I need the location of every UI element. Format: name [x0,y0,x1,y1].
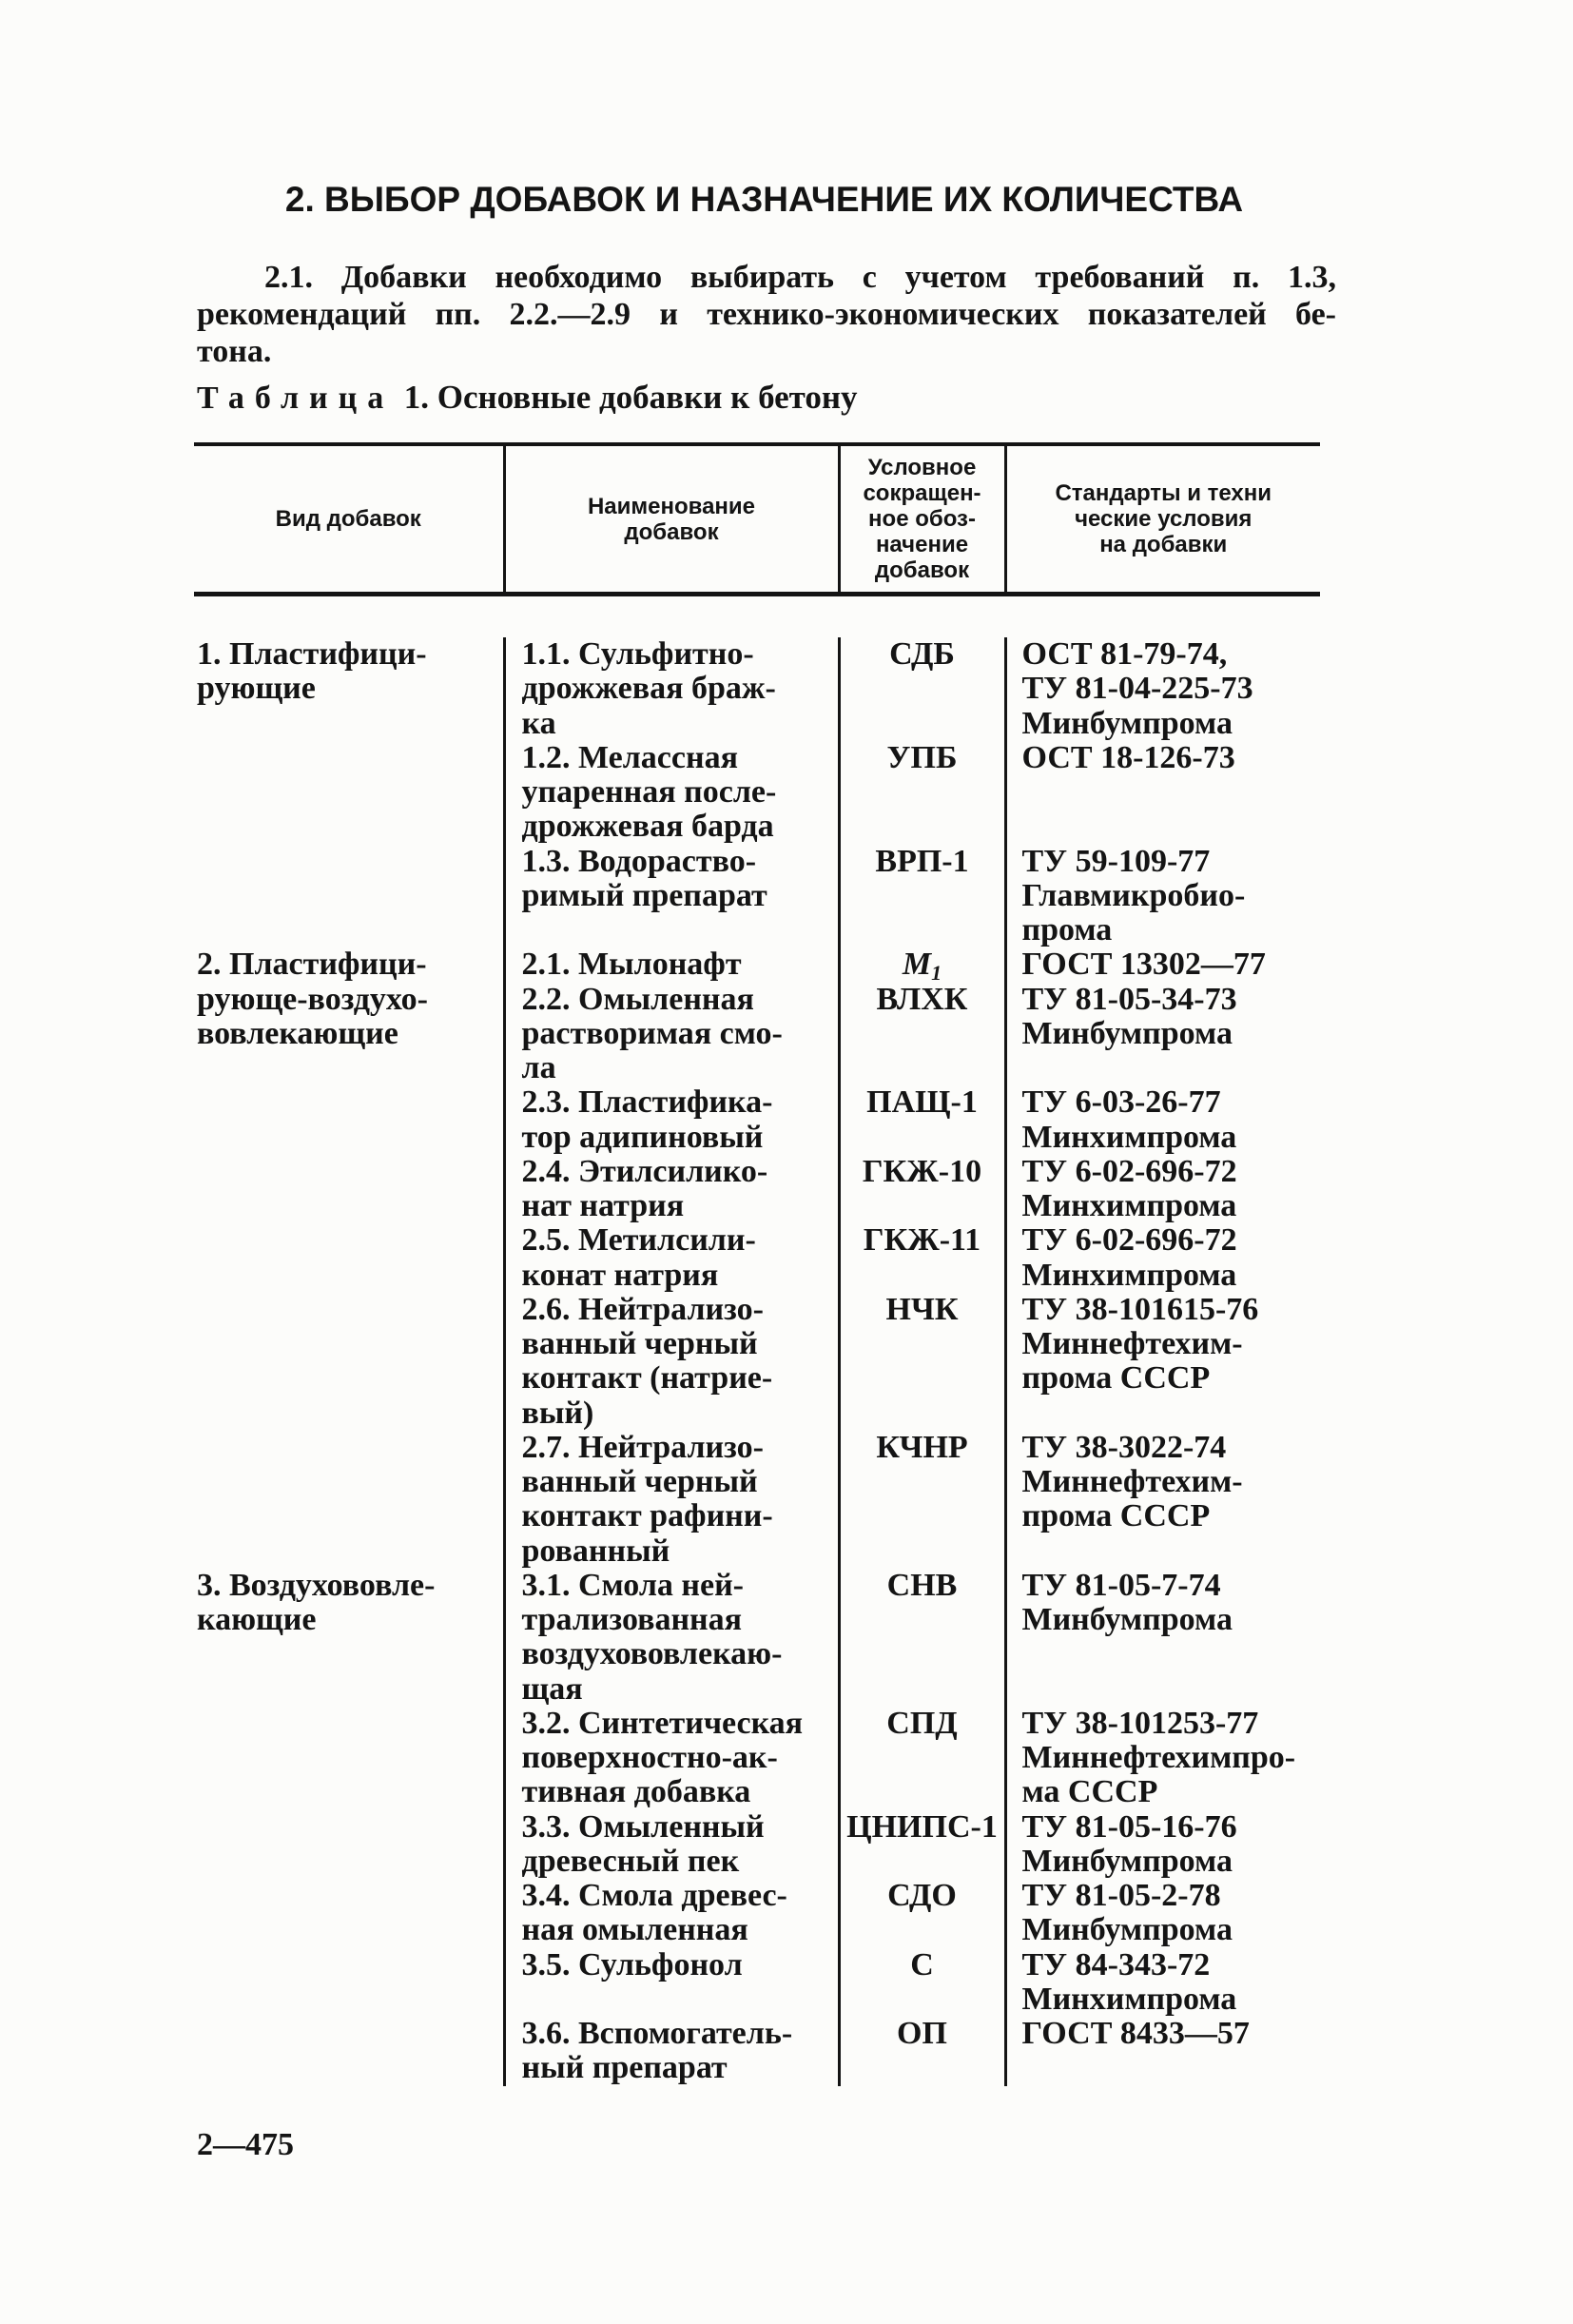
additive-type-cell [194,947,504,1569]
header-line: добавок [874,557,970,583]
standard-line: ТУ 59-109-77 [1021,844,1211,879]
additive-name-line: дрожжевая барда [521,809,774,845]
standard-line: ТУ 81-05-2-78 [1021,1879,1221,1913]
standard-cell [1005,1707,1320,1810]
standard-line: Минбумпрома [1021,1843,1233,1879]
abbreviation-text: ВРП-1 [875,844,969,879]
header-line: Наименование [587,493,756,519]
abbreviation-text: С [910,1947,934,1982]
additive-type-cell [194,637,504,947]
table-caption-label: Таблица [197,381,395,416]
standard-line: Минбумпрома [1021,1912,1233,1948]
abbreviation-cell [839,1879,1005,1948]
standard-cell [1005,1810,1320,1880]
page-number: 2—475 [197,2127,294,2162]
abbreviation-cell [839,947,1005,982]
additive-name-line: 1.1. Сульфитно- [521,637,754,672]
abbreviation [841,1155,1004,1189]
abbreviation-cell [839,2017,1005,2086]
abbreviation [841,637,1004,672]
standard-line: ТУ 6-02-696-72 [1021,1223,1237,1259]
additive-name-cell [504,1293,839,1431]
abbreviation [841,1879,1004,1913]
standard-cell [1005,1155,1320,1224]
additive-name-line: 3.2. Синтетическая [521,1706,804,1741]
header-line: Вид добавок [275,506,421,532]
additive-name-line: 3.5. Сульфонол [521,1947,743,1982]
additive-name-line: 2.6. Нейтрализо- [521,1292,764,1327]
header-standards [1005,444,1320,595]
additive-name-line: контакт рафини- [521,1498,773,1534]
standard-cell [1005,1879,1320,1948]
standard-line: Миннефтехимпро- [1021,1740,1296,1775]
header-additive-type [194,444,504,595]
additive-name-line: 2.3. Пластифика- [521,1085,773,1121]
standard-line: ТУ 38-101615-76 [1021,1292,1259,1327]
additive-name-line: 3.6. Вспомогатель- [521,2017,793,2051]
additive-name-line: рованный [521,1533,670,1569]
standard-line: ТУ 81-05-34-73 [1021,982,1237,1017]
additive-name-line: растворимая смо- [521,1015,783,1051]
additive-name-line: 2.7. Нейтрализо- [521,1430,764,1465]
standard-line: Главмикробио- [1021,877,1246,913]
standard-line: ОСТ 81-79-74, [1021,637,1228,672]
abbreviation-text: СНВ [886,1568,958,1603]
additive-name-line: щая [521,1670,583,1707]
additive-type-cell [194,1569,504,2086]
standard-line: ТУ 6-02-696-72 [1021,1154,1237,1189]
abbreviation-cell [839,845,1005,948]
table-header-body [194,444,1320,595]
standard-line: прома СССР [1021,1498,1211,1534]
header-abbreviation [839,444,1005,595]
standard-line: ТУ 81-05-7-74 [1021,1568,1221,1603]
header-line: Условное [867,455,977,480]
additive-type-line: 1. Пластифици- [197,637,427,672]
abbreviation-cell [839,1810,1005,1880]
standard-line: прома [1021,912,1113,947]
additive-name-line: тор адипиновый [521,1119,764,1155]
standard-line: ТУ 81-05-16-76 [1021,1809,1237,1845]
standard-line: Минхимпрома [1021,1188,1237,1223]
additive-name-line: 3.1. Смола ней- [521,1568,744,1603]
header-line: на добавки [1099,532,1228,557]
standard-line: ТУ 6-03-26-77 [1021,1085,1221,1121]
additive-name-line: 2.2. Омыленная [521,982,754,1017]
additive-type-line: рующие [197,671,316,707]
additive-name-line: ванный черный [521,1464,758,1499]
additive-name-cell [504,637,839,741]
additive-name-cell [504,1948,839,2018]
table-header-row [194,444,1320,595]
standard-cell [1005,1569,1320,1707]
additives-table-body [194,637,1320,2086]
additive-name-cell [504,1085,839,1155]
abbreviation [841,2017,1004,2051]
header-line: ное обоз- [868,506,976,532]
abbreviation-cell [839,637,1005,741]
standard-line: Минбумпрома [1021,705,1233,741]
abbreviation-text: ВЛХК [876,982,968,1017]
abbreviation-text: УПБ [886,740,958,775]
additive-name-line: нат натрия [521,1188,685,1223]
additive-name-cell [504,1707,839,1810]
standard-line: ТУ 81-04-225-73 [1021,671,1253,707]
header-line: ческие условия [1075,506,1253,532]
additive-name-line: конат натрия [521,1257,719,1293]
abbreviation [841,1085,1004,1120]
standard-cell [1005,983,1320,1086]
additive-type-line: вовлекающие [197,1015,398,1051]
table-row [194,1569,1320,1707]
additive-name-cell [504,1810,839,1880]
abbreviation-cell [839,1569,1005,1707]
additive-name-line: римый препарат [521,877,767,913]
additive-name-cell [504,1155,839,1224]
additive-name-line: трализованная [521,1602,743,1637]
abbreviation-text: ОП [897,2017,947,2051]
additive-type-line: 2. Пластифици- [197,947,427,983]
standard-line: ма СССР [1021,1774,1158,1810]
abbreviation-text: СПД [886,1706,958,1741]
abbreviation-text: ГКЖ-11 [863,1223,981,1259]
header-line: начение [875,532,969,557]
abbreviation [841,1431,1004,1465]
paragraph-line: 2.1. Добавки необходимо выбирать с учетом требований п. 1.3, [264,260,1336,295]
additive-name-line: 1.3. Водораство- [521,844,757,879]
standard-cell [1005,1223,1320,1293]
additive-type-line: рующе-воздухо- [197,981,428,1017]
additive-name-line: ка [521,705,556,741]
additive-type-line: 3. Воздухововле- [197,1568,436,1603]
abbreviation [841,741,1004,775]
additive-name-line: ная омыленная [521,1912,748,1948]
paragraph-line: тона. [197,334,272,369]
standard-cell [1005,947,1320,982]
abbreviation-cell [839,1155,1005,1224]
abbreviation [841,1948,1004,1982]
additive-name-cell [504,1569,839,1707]
standard-line: Минбумпрома [1021,1602,1233,1637]
additive-name-line: 2.1. Мылонафт [521,947,742,983]
standard-line: ТУ 38-3022-74 [1021,1430,1227,1465]
table-caption-title: 1. Основные добавки к бетону [403,379,858,416]
standard-line: Минбумпрома [1021,1015,1233,1051]
standard-line: ГОСТ 13302—77 [1021,947,1266,983]
additive-name-line: вый) [521,1395,594,1431]
standard-cell [1005,1085,1320,1155]
standard-line: Миннефтехим- [1021,1464,1243,1499]
additive-name-line: 2.5. Метилсили- [521,1223,756,1259]
abbreviation-text: ПАЩ-1 [866,1085,978,1121]
standard-cell [1005,1948,1320,2018]
additive-name-line: ла [521,1050,556,1085]
abbreviation [841,1569,1004,1603]
abbreviation-text: НЧК [885,1292,959,1327]
standard-line: Минхимпрома [1021,1257,1237,1293]
table-row [194,637,1320,741]
additive-name-line: поверхностно-ак- [521,1740,778,1775]
abbreviation-cell [839,741,1005,845]
table-caption [197,379,858,418]
standard-line: прома СССР [1021,1360,1211,1396]
abbreviation-subscript: 1 [931,961,942,983]
abbreviation-cell [839,1707,1005,1810]
standard-cell [1005,741,1320,845]
abbreviation-text: КЧНР [876,1430,968,1465]
additive-name-cell [504,947,839,982]
standard-line: ОСТ 18-126-73 [1021,740,1235,775]
additive-name-line: воздухововлекаю- [521,1636,783,1672]
abbreviation [841,1707,1004,1741]
additive-name-line: 1.2. Мелассная [521,740,738,775]
abbreviation [841,947,1004,982]
abbreviation-text: М [902,947,932,983]
abbreviation-cell [839,1431,1005,1569]
abbreviation [841,983,1004,1017]
additive-name-line: ванный черный [521,1326,758,1361]
additive-name-line: дрожжевая браж- [521,671,776,707]
standard-line: Минхимпрома [1021,1981,1237,2017]
abbreviation-text: ЦНИПС-1 [846,1809,998,1845]
header-line: добавок [624,518,719,545]
abbreviation-cell [839,1948,1005,2018]
additive-name-line: тивная добавка [521,1774,751,1810]
abbreviation-text: СДБ [889,637,955,672]
section-heading: 2. ВЫБОР ДОБАВОК И НАЗНАЧЕНИЕ ИХ КОЛИЧЕСТВА [284,180,1244,219]
standard-line: Миннефтехим- [1021,1326,1243,1361]
additive-name-line: упаренная после- [521,774,777,810]
additive-type-line: кающие [197,1602,317,1637]
standard-cell [1005,637,1320,741]
abbreviation [841,845,1004,879]
standard-line: ТУ 38-101253-77 [1021,1706,1259,1741]
additive-name-cell [504,983,839,1086]
header-additive-name [504,444,839,595]
standard-cell [1005,2017,1320,2086]
standard-cell [1005,1431,1320,1569]
abbreviation [841,1810,1004,1845]
abbreviation-cell [839,1223,1005,1293]
paragraph-line: рекомендаций пп. 2.2.—2.9 и технико-экономических показателей бе- [197,297,1336,332]
additive-name-line: древесный пек [521,1843,740,1879]
table-header [194,442,1320,596]
additives-table [194,637,1320,2086]
additive-name-line: 3.4. Смола древес- [521,1879,787,1913]
abbreviation [841,1293,1004,1327]
abbreviation-text: ГКЖ-10 [862,1154,982,1189]
standard-line: ТУ 84-343-72 [1021,1947,1211,1982]
intro-paragraph [197,259,1336,370]
standard-cell [1005,1293,1320,1431]
additive-name-cell [504,1223,839,1293]
table-row [194,947,1320,982]
additive-name-line: 2.4. Этилсилико- [521,1154,768,1189]
standard-cell [1005,845,1320,948]
additive-name-line: ный препарат [521,2050,728,2086]
additive-name-line: 3.3. Омыленный [521,1809,765,1845]
abbreviation-text: СДО [887,1879,957,1913]
standard-line: Минхимпрома [1021,1119,1237,1155]
standard-line: ГОСТ 8433—57 [1021,2017,1250,2051]
abbreviation [841,1223,1004,1258]
abbreviation-cell [839,1293,1005,1431]
additive-name-cell [504,1431,839,1569]
additive-name-cell [504,741,839,845]
additive-name-line: контакт (натрие- [521,1360,773,1396]
header-line: сокращен- [863,480,981,506]
abbreviation-cell [839,983,1005,1086]
abbreviation-cell [839,1085,1005,1155]
header-line: Стандарты и техни [1055,480,1272,506]
additive-name-cell [504,845,839,948]
additive-name-cell [504,2017,839,2086]
additive-name-cell [504,1879,839,1948]
